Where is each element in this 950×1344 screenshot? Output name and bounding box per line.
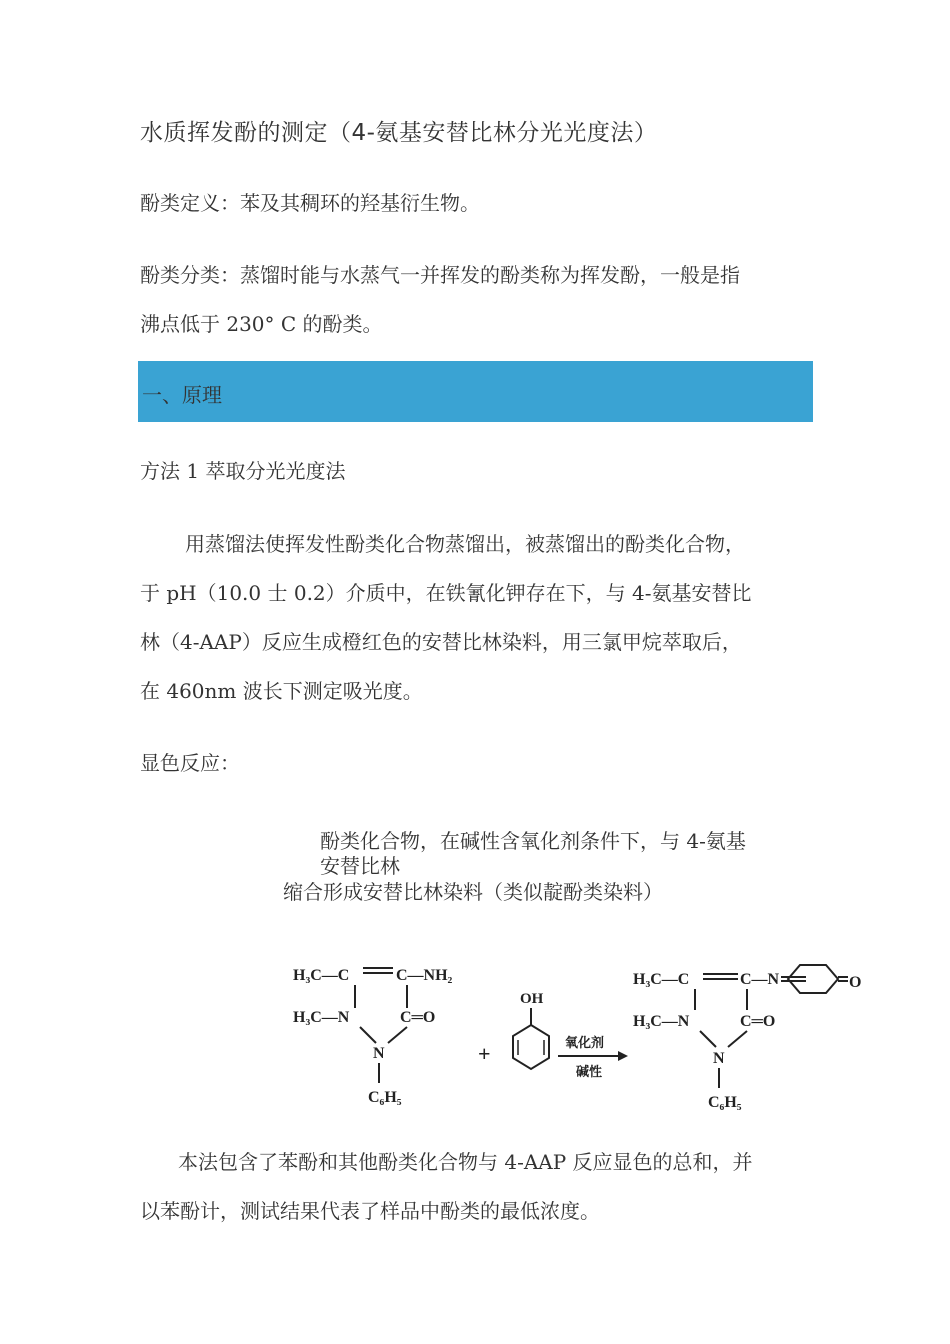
reaction-scheme (138, 895, 862, 1125)
r1-h3c-c: H₃C—C (293, 967, 350, 984)
r1-c6h5: C₆H₅ (368, 1089, 402, 1106)
section-heading: 一、原理 (142, 383, 222, 407)
product-structure (633, 965, 861, 1111)
figure-caption-line-1: 酚类化合物，在碱性含氧化剂条件下，与 4-氨基 (320, 829, 746, 853)
p-h3c-n: H₃C—N (633, 1013, 690, 1030)
arrow-oxidant-label: 氧化剂 (565, 1035, 605, 1050)
p-o-end: O (849, 974, 862, 991)
plus-sign: + (478, 1041, 491, 1066)
method-title: 方法 1 萃取分光光度法 (140, 459, 346, 483)
arrow-alkaline-label: 碱性 (576, 1064, 603, 1079)
p-h3c-c: H₃C—C (633, 971, 690, 988)
figure-caption-line-2: 安替比林 (320, 854, 400, 878)
summary-line-1: 本法包含了苯酚和其他酚类化合物与 4-AAP 反应显色的总和，并 (178, 1150, 753, 1174)
reaction-arrow (558, 1035, 628, 1079)
summary-line-2: 以苯酚计，测试结果代表了样品中酚类的最低浓度。 (140, 1199, 600, 1223)
phenol-oh: OH (520, 991, 544, 1007)
color-reaction-label: 显色反应： (140, 751, 240, 775)
aminoantipyrine-structure (293, 967, 453, 1106)
r1-c-nh2: C—NH₂ (396, 967, 453, 984)
figure-caption-line-3: 缩合形成安替比林染料（类似靛酚类染料） (283, 880, 663, 904)
r1-c-o: C═O (400, 1009, 436, 1026)
principle-line-3: 林（4-AAP）反应生成橙红色的安替比林染料，用三氯甲烷萃取后， (140, 630, 742, 654)
p-n: N (713, 1050, 725, 1067)
page-title: 水质挥发酚的测定（4-氨基安替比林分光光度法） (140, 120, 658, 146)
principle-line-4: 在 460nm 波长下测定吸光度。 (140, 679, 423, 703)
phenol-structure (513, 991, 549, 1069)
definition-text: 酚类定义：苯及其稠环的羟基衍生物。 (140, 191, 480, 215)
p-c-n: C—N (740, 971, 780, 988)
principle-line-2: 于 pH（10.0 士 0.2）介质中，在铁氰化钾存在下，与 4-氨基安替比 (140, 581, 752, 605)
classification-line-1: 酚类分类：蒸馏时能与水蒸气一并挥发的酚类称为挥发酚，一般是指 (140, 263, 740, 287)
classification-line-2: 沸点低于 230° C 的酚类。 (140, 312, 383, 336)
principle-line-1: 用蒸馏法使挥发性酚类化合物蒸馏出，被蒸馏出的酚类化合物， (185, 532, 745, 556)
p-c6h5: C₆H₅ (708, 1094, 742, 1111)
r1-h3c-n: H₃C—N (293, 1009, 350, 1026)
p-c-o: C═O (740, 1013, 776, 1030)
section-heading-bar (138, 361, 813, 422)
r1-n: N (373, 1045, 385, 1062)
